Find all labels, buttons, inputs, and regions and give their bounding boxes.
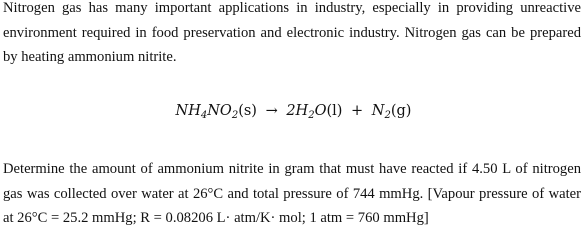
product-nitrogen: $N_2(g)$ — [371, 103, 412, 121]
question-paragraph: Determine the amount of ammonium nitrite in gram that must have reacted if 4.50 L of nitrogen gas was collected over water at 26°C and total pressure of 744 mmHg. [Vapour pressure of water at 26°C = 25.2 mmHg; R = 0.08206 L· atm/K· mol; 1 atm = 760 mmHg] — [3, 161, 581, 226]
reactant-ammonium-nitrite: $NH_4NO_2(s)$ — [175, 103, 257, 121]
reaction-arrow: → — [265, 103, 278, 119]
plus-sign: + — [351, 103, 364, 119]
chemical-equation — [0, 101, 587, 121]
product-water: $2H_2O(l)$ — [286, 103, 343, 121]
intro-paragraph: Nitrogen gas has many important applications in industry, especially in providing unreactive environment required in food preservation and electronic industry. Nitrogen gas can be prepared by heating ammonium nitrite. — [3, 0, 581, 65]
